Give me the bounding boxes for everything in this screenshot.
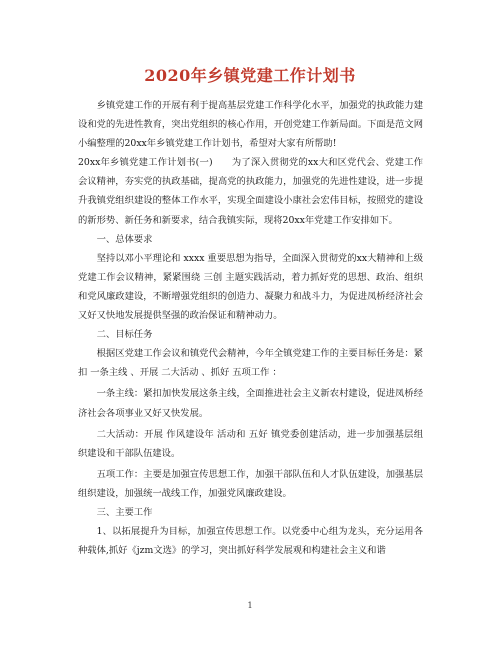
section-heading-main-work: 三、主要工作 bbox=[96, 506, 153, 518]
main-work-item-1-paragraph: 1、以拓展提升为目标，加强宣传思想工作。以党委中心组为龙头，充分运用各种载体,抓好《jzm文选》的学习，突出抓好科学发展观和构建社会主义和谐 bbox=[78, 526, 423, 557]
document-title: 2020年乡镇党建工作计划书 bbox=[144, 66, 356, 85]
document-body bbox=[78, 96, 423, 560]
section-heading-general-requirements: 一、总体要求 bbox=[96, 233, 153, 245]
two-activities-paragraph: 二大活动：开展 作风建设年 活动和 五好 镇党委创建活动，进一步加强基层组织建设和干部队伍建设。 bbox=[78, 428, 423, 459]
plan-intro-paragraph: 20xx年乡镇党建工作计划书(一) 为了深入贯彻党的xx大和区党代会、党建工作会议精神，夯实党的执政基础，提高党的执政能力，加强党的先进性建设，进一步提升我镇党组织建设的整体工作水平，实现全面建设小康社会宏伟目标，按照党的建设的新形势、新任务和新要求，结合我镇实际，现将20xx年党建工作安排如下。 bbox=[78, 157, 423, 226]
five-tasks-paragraph: 五项工作：主要是加强宣传思想工作，加强干部队伍和人才队伍建设，加强基层组织建设，加强统一战线工作，加强党风廉政建设。 bbox=[78, 468, 423, 499]
main-line-paragraph: 一条主线：紧扣加快发展这条主线，全面推进社会主义新农村建设，促进凤桥经济社会各项事业又好又快发展。 bbox=[78, 388, 423, 419]
general-requirements-paragraph: 坚持以邓小平理论和 xxxx 重要思想为指导，全面深入贯彻党的xx大精神和上级党建工作会议精神，紧紧围绕 三创 主题实践活动，着力抓好党的思想、政治、组织和党风廉政建设，不断增强党组织的创造力、凝聚力和战斗力，为促进凤桥经济社会又好又快地发展提供坚强的政治保证和精神动力。 bbox=[78, 252, 423, 322]
page-number: 1 bbox=[247, 601, 253, 610]
intro-paragraph: 乡镇党建工作的开展有利于提高基层党建工作科学化水平，加强党的执政能力建设和党的先进性教育，突出党组织的核心作用，开创党建工作新局面。下面是范文网小编整理的20xx年乡镇党建工作计划书，希望对大家有所帮助! bbox=[78, 100, 423, 150]
section-heading-goals: 二、目标任务 bbox=[96, 329, 153, 341]
goals-paragraph: 根据区党建工作会议和镇党代会精神，今年全镇党建工作的主要目标任务是：紧扣 一条主线 、开展 二大活动 、抓好 五项工作 ： bbox=[78, 348, 423, 379]
